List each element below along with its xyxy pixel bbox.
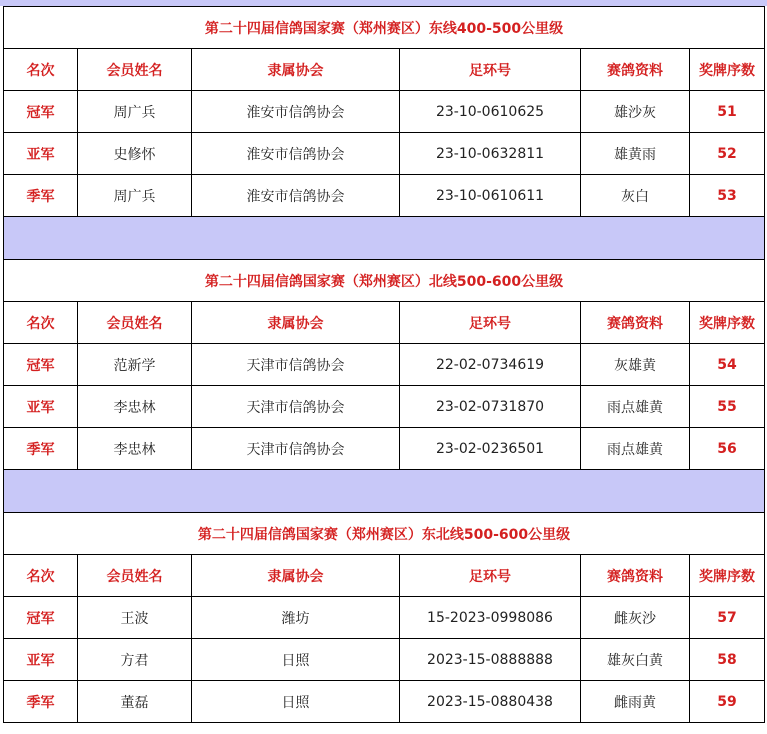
table-row: [4, 597, 765, 639]
header-association: 隶属协会: [192, 49, 400, 91]
divider-band: [4, 217, 765, 260]
ring-number-cell: 23-02-0236501: [400, 428, 581, 470]
table-row: [4, 681, 765, 723]
header-member-name: 会员姓名: [78, 49, 192, 91]
association-cell: 天津市信鸽协会: [192, 344, 400, 386]
rank-cell: 冠军: [4, 597, 78, 639]
medal-no-cell: 51: [690, 91, 765, 133]
association-cell: 天津市信鸽协会: [192, 428, 400, 470]
association-cell: 日照: [192, 681, 400, 723]
header-association: 隶属协会: [192, 302, 400, 344]
pigeon-info-cell: 雌雨黄: [581, 681, 690, 723]
header-rank: 名次: [4, 49, 78, 91]
header-pigeon-info: 赛鸽资料: [581, 555, 690, 597]
association-cell: 淮安市信鸽协会: [192, 91, 400, 133]
pigeon-info-cell: 雨点雄黄: [581, 428, 690, 470]
pigeon-info-cell: 雨点雄黄: [581, 386, 690, 428]
rank-cell: 亚军: [4, 386, 78, 428]
ring-number-cell: 23-02-0731870: [400, 386, 581, 428]
pigeon-info-cell: 灰雄黄: [581, 344, 690, 386]
medal-no-cell: 57: [690, 597, 765, 639]
table-row: [4, 386, 765, 428]
table-row: [4, 428, 765, 470]
rank-cell: 季军: [4, 175, 78, 217]
pigeon-info-cell: 雄沙灰: [581, 91, 690, 133]
header-rank: 名次: [4, 302, 78, 344]
member-name-cell: 李忠林: [78, 386, 192, 428]
header-pigeon-info: 赛鸽资料: [581, 302, 690, 344]
member-name-cell: 董磊: [78, 681, 192, 723]
column-header-row: [4, 49, 765, 91]
medal-no-cell: 54: [690, 344, 765, 386]
ring-number-cell: 2023-15-0888888: [400, 639, 581, 681]
member-name-cell: 李忠林: [78, 428, 192, 470]
ring-number-cell: 2023-15-0880438: [400, 681, 581, 723]
medal-no-cell: 55: [690, 386, 765, 428]
ring-number-cell: 23-10-0632811: [400, 133, 581, 175]
association-cell: 潍坊: [192, 597, 400, 639]
medal-no-cell: 52: [690, 133, 765, 175]
header-medal-no: 奖牌序数: [690, 555, 765, 597]
header-medal-no: 奖牌序数: [690, 49, 765, 91]
table-row: [4, 91, 765, 133]
table-row: [4, 639, 765, 681]
medal-no-cell: 56: [690, 428, 765, 470]
association-cell: 日照: [192, 639, 400, 681]
ring-number-cell: 15-2023-0998086: [400, 597, 581, 639]
rank-cell: 冠军: [4, 344, 78, 386]
rank-cell: 冠军: [4, 91, 78, 133]
section-title-row: [4, 513, 765, 555]
header-association: 隶属协会: [192, 555, 400, 597]
member-name-cell: 王波: [78, 597, 192, 639]
medal-no-cell: 59: [690, 681, 765, 723]
section-title-row: [4, 7, 765, 49]
table-row: [4, 133, 765, 175]
results-table: [3, 6, 765, 723]
member-name-cell: 周广兵: [78, 175, 192, 217]
ring-number-cell: 23-10-0610611: [400, 175, 581, 217]
pigeon-info-cell: 雄黄雨: [581, 133, 690, 175]
table-row: [4, 344, 765, 386]
header-ring-number: 足环号: [400, 555, 581, 597]
rank-cell: 亚军: [4, 639, 78, 681]
pigeon-info-cell: 灰白: [581, 175, 690, 217]
section-title: 第二十四届信鸽国家赛（郑州赛区）东线400-500公里级: [4, 7, 765, 49]
association-cell: 天津市信鸽协会: [192, 386, 400, 428]
section-title-row: [4, 260, 765, 302]
header-ring-number: 足环号: [400, 49, 581, 91]
divider-band: [4, 470, 765, 513]
association-cell: 淮安市信鸽协会: [192, 133, 400, 175]
column-header-row: [4, 555, 765, 597]
member-name-cell: 范新学: [78, 344, 192, 386]
header-pigeon-info: 赛鸽资料: [581, 49, 690, 91]
pigeon-info-cell: 雌灰沙: [581, 597, 690, 639]
column-header-row: [4, 302, 765, 344]
ring-number-cell: 23-10-0610625: [400, 91, 581, 133]
association-cell: 淮安市信鸽协会: [192, 175, 400, 217]
member-name-cell: 方君: [78, 639, 192, 681]
ring-number-cell: 22-02-0734619: [400, 344, 581, 386]
rank-cell: 亚军: [4, 133, 78, 175]
medal-no-cell: 53: [690, 175, 765, 217]
section-title: 第二十四届信鸽国家赛（郑州赛区）东北线500-600公里级: [4, 513, 765, 555]
header-medal-no: 奖牌序数: [690, 302, 765, 344]
table-row: [4, 175, 765, 217]
header-member-name: 会员姓名: [78, 302, 192, 344]
rank-cell: 季军: [4, 681, 78, 723]
section-divider: [4, 470, 765, 513]
medal-no-cell: 58: [690, 639, 765, 681]
rank-cell: 季军: [4, 428, 78, 470]
header-member-name: 会员姓名: [78, 555, 192, 597]
member-name-cell: 史修怀: [78, 133, 192, 175]
section-divider: [4, 217, 765, 260]
header-ring-number: 足环号: [400, 302, 581, 344]
header-rank: 名次: [4, 555, 78, 597]
pigeon-info-cell: 雄灰白黄: [581, 639, 690, 681]
member-name-cell: 周广兵: [78, 91, 192, 133]
section-title: 第二十四届信鸽国家赛（郑州赛区）北线500-600公里级: [4, 260, 765, 302]
